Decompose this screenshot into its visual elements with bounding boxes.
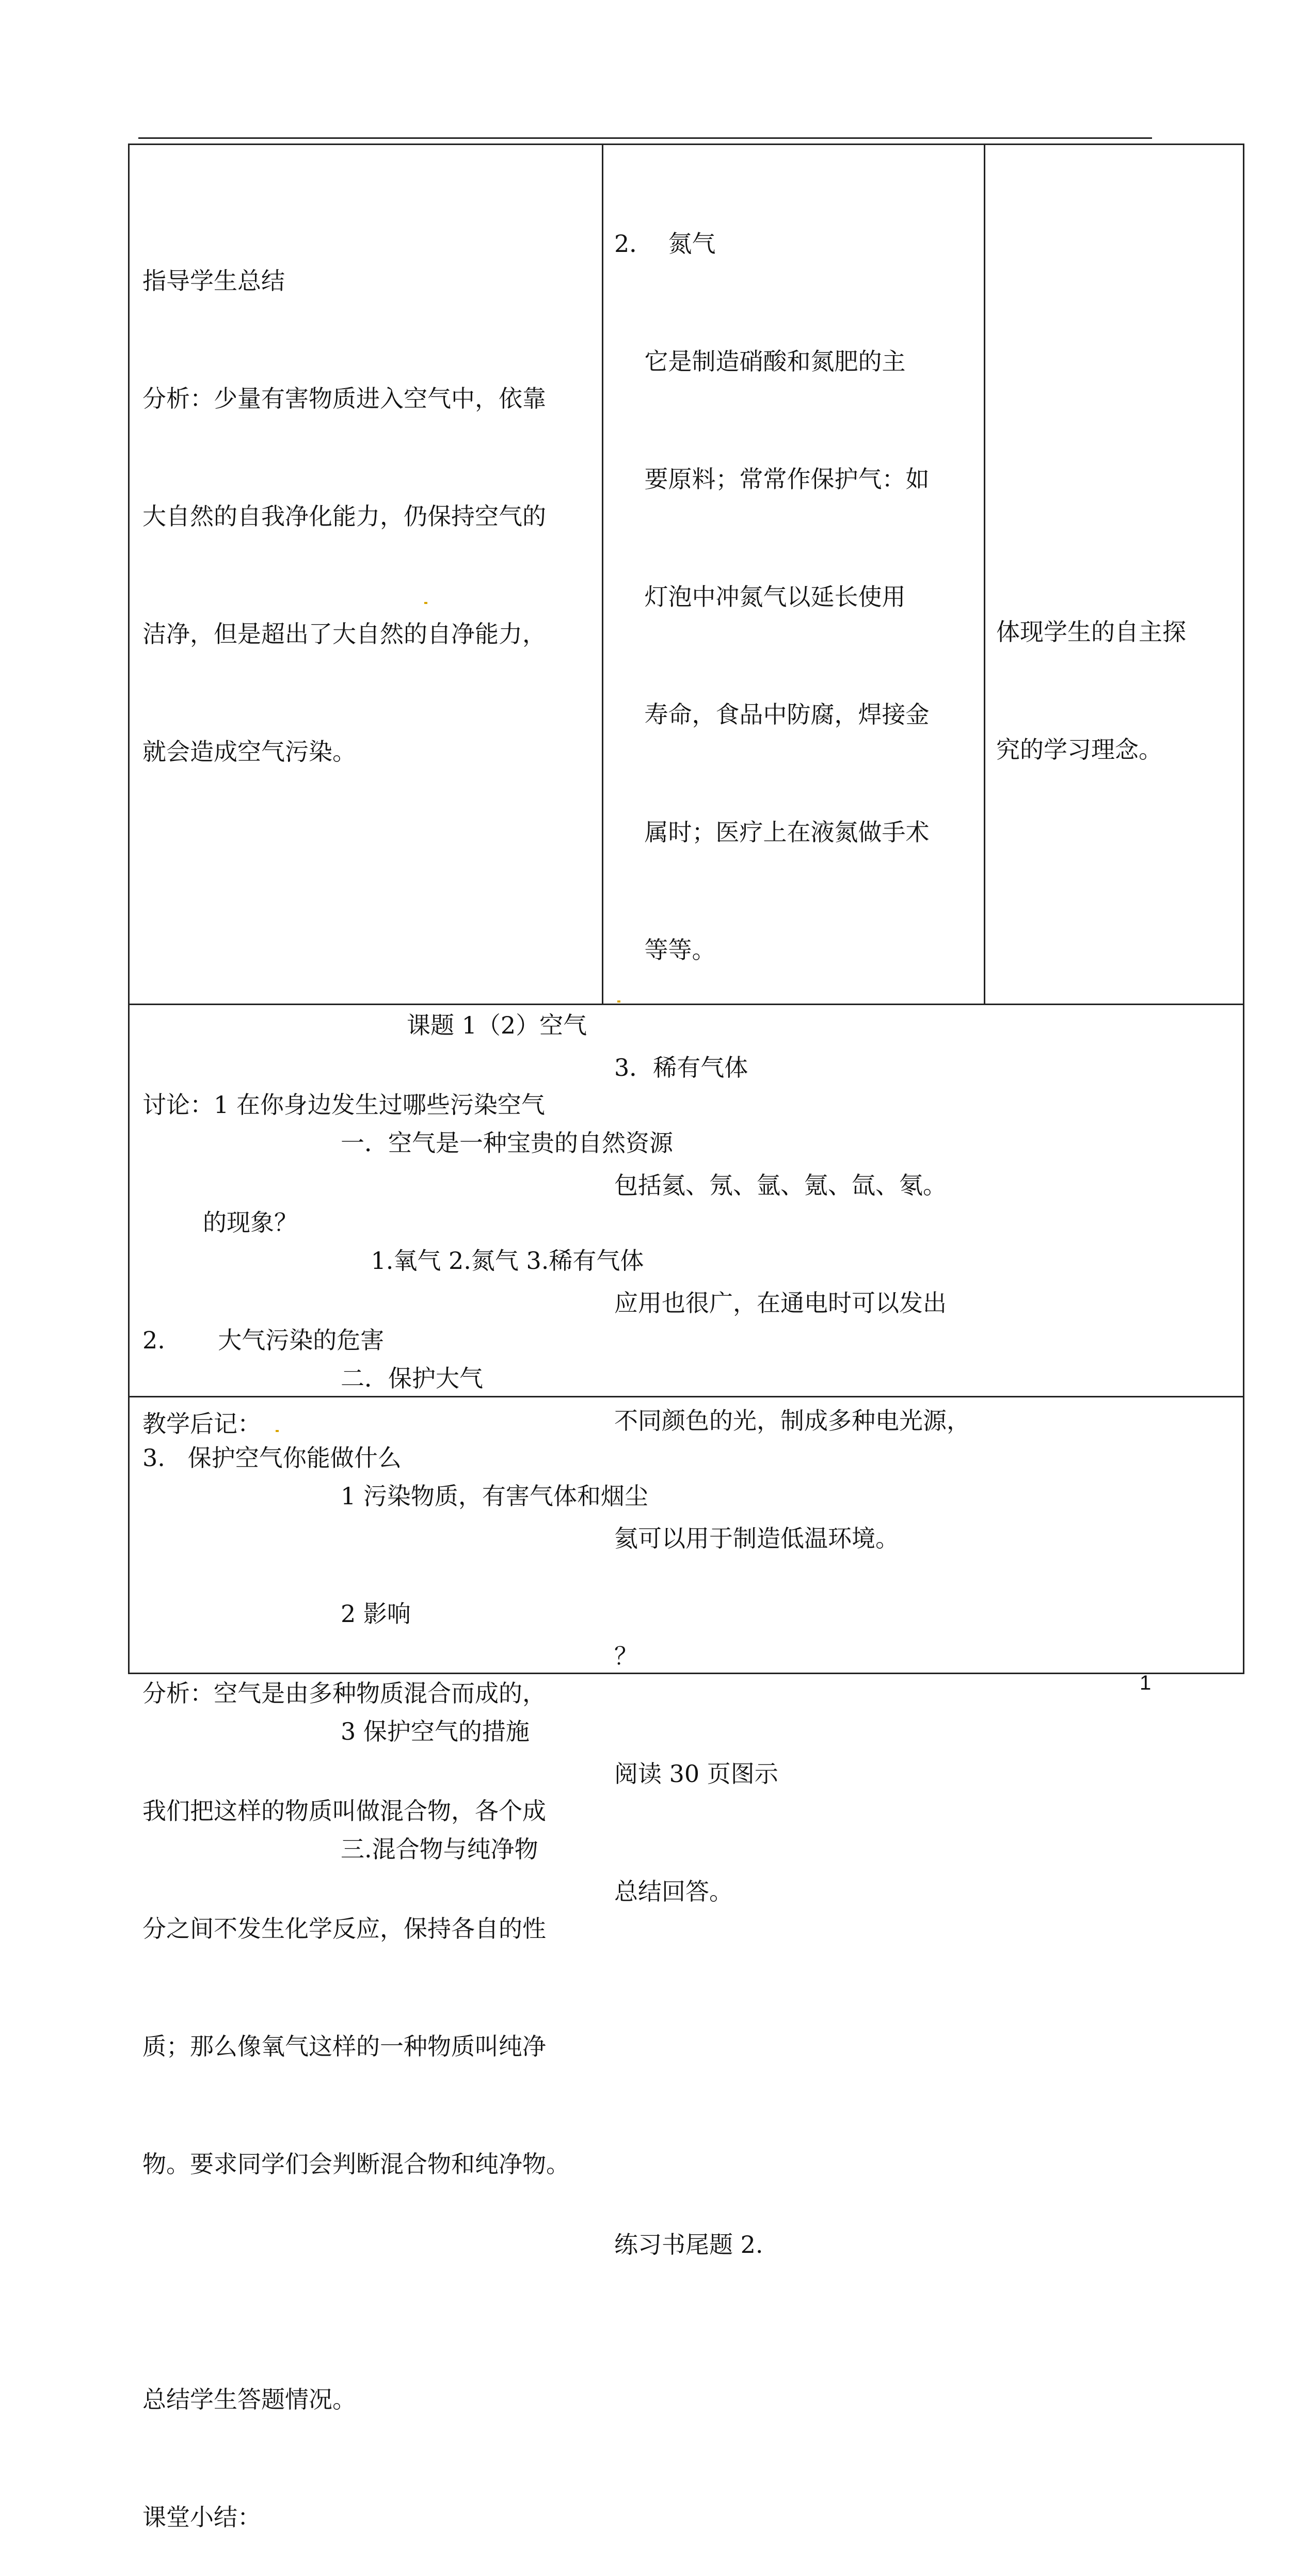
column-divider-2	[984, 144, 985, 1005]
blackboard-line: 三.混合物与纯净物	[341, 1835, 538, 1863]
intent-line: 究的学习理念。	[996, 736, 1162, 764]
table-top-border	[128, 144, 1244, 145]
page-number: 1	[1140, 1672, 1152, 1694]
student-line: 灯泡中冲氮气以延长使用	[614, 583, 906, 611]
student-line: 练习书尾题 2.	[614, 2231, 763, 2259]
table-left-border	[128, 144, 130, 1674]
teacher-line: 洁净，但是超出了大自然的自净能力，	[142, 620, 546, 648]
student-line: 应用也很广，在通电时可以发出	[614, 1289, 947, 1317]
student-line: 氦可以用于制造低温环境。	[614, 1524, 899, 1552]
teacher-line	[142, 967, 597, 1007]
teacher-line: 大自然的自我净化能力，仍保持空气的	[142, 502, 546, 530]
student-line: 属时；医疗上在液氮做手术	[614, 818, 930, 846]
intent-line: 体现学生的自主探	[996, 618, 1186, 646]
blackboard-outline	[341, 1045, 673, 1908]
blackboard-line: 一．空气是一种宝贵的自然资源	[341, 1129, 673, 1157]
header-rule	[138, 137, 1152, 139]
teacher-line: 指导学生总结	[142, 267, 285, 295]
scan-mark	[617, 1000, 620, 1003]
teacher-line: 3. 保护空气你能做什么	[142, 1444, 402, 1472]
student-line: 等等。	[614, 936, 716, 964]
blackboard-line: 1 污染物质，有害气体和烟尘	[341, 1482, 648, 1510]
blackboard-line: 二．保护大气	[341, 1364, 483, 1392]
student-line: 不同颜色的光，制成多种电光源，	[614, 1407, 970, 1435]
design-intent-cell	[996, 534, 1239, 808]
teacher-line: 课堂小结：	[142, 2503, 261, 2531]
student-line: 要原料；常常作保护气：如	[614, 465, 930, 493]
teacher-line	[142, 850, 597, 889]
student-line: 它是制造硝酸和氮肥的主	[614, 347, 906, 375]
reflection-label: 教学后记：	[142, 1410, 261, 1438]
teacher-line: 质；那么像氧气这样的一种物质叫纯净	[142, 2032, 546, 2060]
teacher-line: 讨论：1 在你身边发生过哪些污染空气	[142, 1091, 545, 1119]
blackboard-line: 3 保护空气的措施	[341, 1718, 530, 1745]
table-right-border	[1243, 144, 1244, 1674]
teacher-line: 分析：少量有害物质进入空气中，依靠	[142, 385, 546, 412]
teacher-line: 物。要求同学们会判断混合物和纯净物。	[142, 2150, 570, 2178]
student-line	[614, 2107, 981, 2146]
blackboard-line: 2 影响	[341, 1600, 411, 1628]
teacher-line: 2. 大气污染的危害	[142, 1326, 385, 1354]
teacher-line: 的现象？	[142, 1209, 298, 1236]
teacher-line: 就会造成空气污染。	[142, 738, 356, 766]
teacher-line: 总结学生答题情况。	[142, 2386, 356, 2413]
student-line: 2． 氮气	[614, 230, 716, 258]
student-line	[614, 1990, 981, 2029]
scan-mark	[276, 1430, 279, 1432]
student-line: ？	[614, 1642, 638, 1670]
teacher-line: 我们把这样的物质叫做混合物，各个成	[142, 1797, 546, 1825]
blackboard-line: 1.氧气 2.氮气 3.稀有气体	[341, 1247, 644, 1275]
student-line: 3．稀有气体	[614, 1054, 748, 1082]
column-divider-1	[602, 144, 603, 1005]
student-line: 总结回答。	[614, 1878, 733, 1905]
student-line: 包括氦、氖、氩、氪、氙、氡。	[614, 1171, 947, 1199]
scan-mark	[424, 602, 427, 604]
teacher-line: 分之间不发生化学反应，保持各自的性	[142, 1915, 546, 1943]
teacher-line: 分析：空气是由多种物质混合而成的，	[142, 1679, 546, 1707]
teacher-line	[142, 2262, 597, 2301]
blackboard-title: 课题 1（2）空气	[407, 1011, 587, 1039]
student-line: 寿命，食品中防腐，焊接金	[614, 701, 930, 728]
student-line: 阅读 30 页图示	[614, 1760, 778, 1788]
